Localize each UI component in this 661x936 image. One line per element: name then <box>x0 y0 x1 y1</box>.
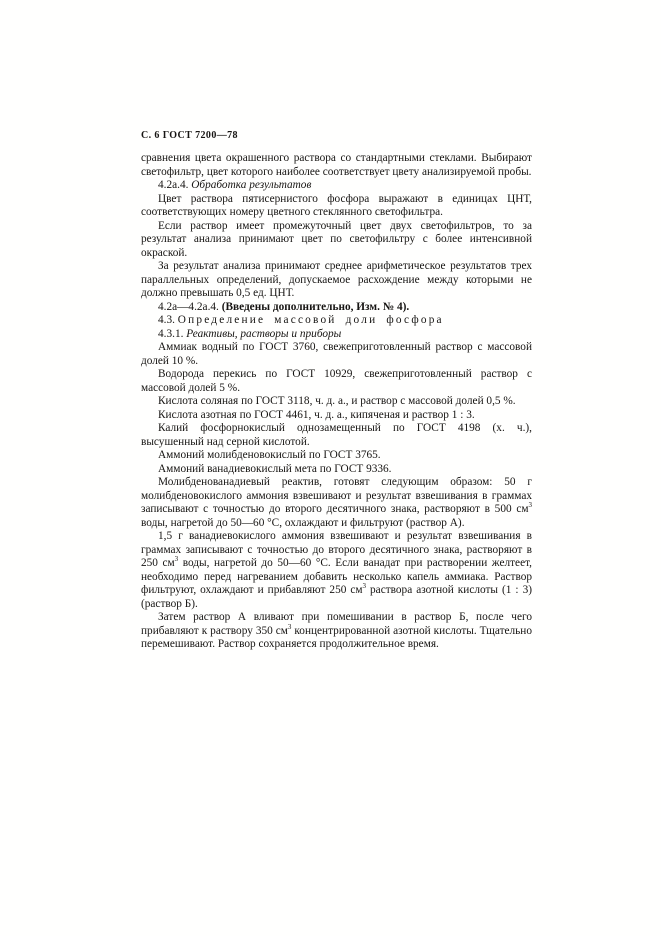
paragraph <box>141 449 532 463</box>
text-run: 4.3. <box>158 314 178 326</box>
text-run: Водорода перекись по ГОСТ 10929, свежеприготовленный раствор с массовой долей 5 %. <box>141 368 532 394</box>
amendment-note <box>141 301 532 315</box>
text-run: Аммоний молибденовокислый по ГОСТ 3765. <box>158 449 381 461</box>
paragraph <box>141 463 532 477</box>
text-run: 4.3.1. <box>158 327 187 340</box>
text-run-italic: Реактивы, растворы и приборы <box>186 327 342 340</box>
text-run-sup: 3 <box>174 555 179 564</box>
text-run-sup: 3 <box>287 622 292 631</box>
text-run-sup: 3 <box>362 582 367 591</box>
subsection-heading-4-3-1 <box>141 328 532 342</box>
text-run: За результат анализа принимают среднее арифметическое результатов трех параллельных определений, допускаемое расхождение между которыми не должно превышать 0,5 ед. ЦНТ. <box>141 260 532 299</box>
page-header: С. 6 ГОСТ 7200—78 <box>141 130 238 141</box>
text-run: Аммоний ванадиевокислый мета по ГОСТ 9336. <box>158 462 392 475</box>
paragraph <box>141 530 532 611</box>
text-run: Калий фосфорнокислый однозамещенный по ГОСТ 4198 (х. ч.), высушенный над серной кислотой. <box>141 422 532 448</box>
paragraph <box>141 220 532 261</box>
paragraph <box>141 395 532 409</box>
text-run: 4.2а.4. <box>158 179 192 191</box>
text-run-bold: (Введены дополнительно, Изм. № 4). <box>221 300 410 313</box>
text-run: Аммиак водный по ГОСТ 3760, свежеприготовленный раствор с массовой долей 10 %. <box>141 341 532 367</box>
text-run: Затем раствор А вливают при помешивании в раствор Б, после чего прибавляют к раствору 350 см <box>141 611 532 637</box>
subsection-heading-4-2a-4 <box>141 179 532 193</box>
text-run: сравнения цвета окрашенного раствора со стандартными стеклами. Выбирают светофильтр, цвет которого наиболее соответствует цвету анализируемой пробы. <box>141 152 532 178</box>
text-run-spaced: Определение массовой доли фосфора <box>177 314 444 326</box>
text-run: раствора азотной кислоты (1 : 3) (раствор Б). <box>141 584 532 610</box>
text-run: 4.2а—4.2а.4. <box>158 300 222 313</box>
paragraph-continuation <box>141 152 532 179</box>
text-run: Кислота соляная по ГОСТ 3118, ч. д. а., и раствор с массовой долей 0,5 %. <box>158 395 516 407</box>
paragraph <box>141 422 532 449</box>
text-run-italic: Обработка результатов <box>191 179 312 191</box>
text-run: Молибденованадиевый реактив, готовят следующим образом: 50 г молибденовокислого аммония взвешивают и результат взвешивания в граммах записывают с точностью до второго десятичного знака, растворяют в 500 см <box>141 476 532 515</box>
paragraph <box>141 368 532 395</box>
section-heading-4-3 <box>141 314 532 328</box>
paragraph <box>141 611 532 652</box>
paragraph <box>141 341 532 368</box>
paragraph <box>141 409 532 423</box>
text-run: воды, нагретой до 50—60 °С. Если ванадат при растворении желтеет, необходимо перед нагреванием добавить несколько капель аммиака. Раствор фильтруют, охлаждают и прибавляют 250 см <box>141 557 532 596</box>
text-run-sup: 3 <box>528 501 532 510</box>
text-run: Кислота азотная по ГОСТ 4461, ч. д. а., кипяченая и раствор 1 : 3. <box>158 408 475 421</box>
paragraph <box>141 193 532 220</box>
document-body <box>141 152 532 652</box>
text-run: воды, нагретой до 50—60 °С, охлаждают и фильтруют (раствор А). <box>141 516 465 529</box>
text-run: концентрированной азотной кислоты. Тщательно перемешивают. Раствор сохраняется продолжительное время. <box>141 624 533 650</box>
paragraph <box>141 260 532 301</box>
text-run: Если раствор имеет промежуточный цвет двух светофильтров, то за результат анализа принимают цвет по светофильтру с более интенсивной окраской. <box>141 219 532 259</box>
text-run: Цвет раствора пятисернистого фосфора выражают в единицах ЦНТ, соответствующих номеру цветного стеклянного светофильтра. <box>141 192 532 218</box>
text-run: 1,5 г ванадиевокислого аммония взвешивают и результат взвешивания в граммах записывают с точностью до второго десятичного знака, растворяют в 250 см <box>141 530 532 569</box>
paragraph <box>141 476 532 530</box>
